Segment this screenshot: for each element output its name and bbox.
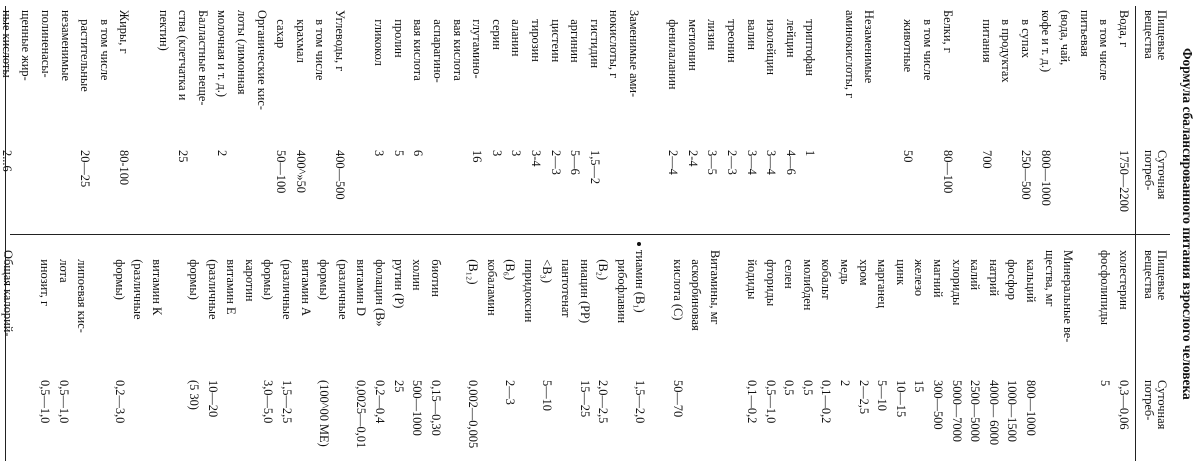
right-substance-name: селен [782,250,797,289]
left-substance-name: Заменимые ами- [627,10,641,98]
bullet-marker [637,242,641,246]
right-substance-name: (различные [280,250,294,320]
right-substance-name: аскорбиновая [689,250,704,331]
right-substance-name: холин [410,250,425,291]
right-substance-name: хром [856,250,871,286]
left-substance-name: цистеин [548,10,563,63]
right-daily-need-value: 0,5—1,0 [763,380,778,424]
left-substance-name: Белки, г [940,10,955,53]
left-substance-name: аспарагино- [431,10,445,83]
right-substance-name: магний [931,250,945,298]
right-daily-need-value: 0,0025—0,01 [354,380,369,449]
right-substance-name: (различные [205,250,220,320]
left-substance-name: (вода, чай, [1058,10,1073,66]
left-substance-name: изолейцин [764,10,779,75]
left-daily-need-value: 400—500 [333,150,347,200]
right-daily-need-value: 0,2—0,4 [373,380,387,424]
right-daily-need-value: 0,15—0,30 [428,380,443,436]
left-substance-name: триптофан [803,10,818,76]
left-substance-name: нокислоты, г [607,10,622,79]
left-substance-name: Углеводы, г [333,10,347,72]
right-daily-need-value: 1000—1500 [1005,380,1020,442]
right-daily-need-value: 10—15 [893,380,908,418]
left-daily-need-value: 80-100 [117,150,132,186]
right-substance-name: железо [912,250,927,297]
right-daily-need-value: 5—10 [540,380,555,411]
right-daily-need-value: 3,0—5,0 [261,380,276,424]
right-substance-name: натрий [986,250,1001,297]
header-left-need: Суточная потреб- [1142,150,1169,200]
left-daily-need-value: 5 [391,150,406,157]
right-daily-need-value: 0,5—1,0 [38,380,53,424]
right-substance-name: фолацин (В» [373,250,387,327]
right-substance-name: витамин К [149,250,164,316]
right-substance-name: витамин Е [224,250,239,315]
left-substance-name: сахар [274,10,289,49]
right-daily-need-value: 800—1000 [1024,380,1038,436]
left-substance-name: серин [489,10,504,50]
left-substance-name: гистидин [587,10,602,69]
right-daily-need-value: 0,2—3,0 [112,380,127,424]
left-daily-need-value: 1750—2200 [1117,150,1131,212]
left-substance-name: ные кислоты [0,10,14,78]
header-rule [1135,6,1136,461]
right-substance-name: молибден [800,250,815,311]
right-substance-name: медь [838,250,852,285]
right-daily-need-value: 15—25 [577,380,592,418]
left-substance-name: крахмал [293,10,308,63]
right-substance-name: (В₆) [503,250,518,281]
header-left-substance: Пищевые вещества [1142,10,1169,61]
left-daily-need-value: 80—100 [940,150,955,194]
right-daily-need-value: 2—2,5 [856,380,871,415]
left-substance-name: в том числе [1097,10,1112,81]
header-right-need: Суточная потреб- [1142,380,1169,430]
left-substance-name: в том числе [97,10,112,81]
left-substance-name: лейцин [783,10,798,58]
right-substance-name: кобаламин [484,250,499,316]
right-substance-name: кальций [1024,250,1038,303]
right-daily-need-value: 300—500 [931,380,945,430]
right-daily-need-value: (100^00 МЕ) [317,380,332,447]
right-daily-need-value: 10—20 [205,380,220,418]
right-daily-need-value: (5 30) [187,380,201,410]
right-daily-need-value: 5—10 [875,380,890,411]
right-daily-need-value: 0,3—0,06 [1117,380,1131,430]
right-substance-name: цинк [893,250,908,286]
left-daily-need-value: 16 [470,150,485,163]
right-substance-name: фториды [763,250,778,307]
right-daily-need-value: 500—1000 [410,380,425,436]
right-daily-need-value: 0,1—0,2 [819,380,834,424]
right-substance-name: Витамины, мг [707,250,722,325]
left-substance-name: в том числе [313,10,328,81]
left-substance-name: Незаменимые [862,10,877,84]
left-daily-need-value: 3 [372,150,387,157]
left-substance-name: питьевая [1077,10,1092,57]
right-substance-name: лота [56,250,71,283]
left-daily-need-value: 20—25 [78,150,93,188]
right-substance-name: калий [968,250,983,291]
left-daily-need-value: 1 [803,150,818,157]
left-daily-need-value: 400^»50 [293,150,308,193]
left-substance-name: аргинин [568,10,583,63]
right-substance-name: инозит, г [38,250,53,307]
right-substance-name: марганец [875,250,890,309]
left-substance-name: тирозин [529,10,543,62]
left-substance-name: глутамино- [470,10,485,79]
right-daily-need-value: 25 [391,380,406,393]
left-substance-name: пектин) [156,10,171,51]
right-daily-need-value: 2,0—2,5 [596,380,611,424]
left-substance-name: фенилаланин [666,10,681,90]
left-daily-need-value: 2...6 [0,150,14,172]
left-daily-need-value: 700 [979,150,994,169]
right-substance-name: тиамин (В₁) [633,250,648,313]
left-substance-name: Жиры, г [117,10,132,54]
left-substance-name: лоты (лимонная [235,10,249,95]
left-substance-name: лизин [705,10,720,51]
left-daily-need-value: 2 [215,150,230,157]
right-daily-need-value: 0,1—0,2 [745,380,759,424]
right-daily-need-value: 50—70 [670,380,685,418]
right-substance-name: йодиды [745,250,759,300]
right-daily-need-value: 0,5—1,0 [56,380,71,424]
right-daily-need-value: 5 [1098,380,1113,387]
right-daily-need-value: 5000—7000 [949,380,964,442]
left-daily-need-value: 3 [489,150,504,157]
left-daily-need-value: 2—4 [666,150,681,175]
right-substance-name: формы) [317,250,332,300]
right-substance-name: каротин [242,250,257,302]
left-daily-need-value: 3 [509,150,524,157]
left-substance-name: Вода, г [1117,10,1131,48]
left-daily-need-value: 50 [901,150,916,163]
left-substance-name: треонин [725,10,739,63]
left-substance-name: аминокислоты, г [842,10,857,99]
right-substance-name: щества, мг [1042,250,1057,307]
right-substance-name: липоевая кис- [75,250,90,333]
right-substance-name: (различные [131,250,146,320]
right-substance-name: Общая калорий- [1,250,15,337]
left-daily-need-value: 25 [176,150,191,163]
right-substance-name: витамин А [298,250,313,316]
left-daily-need-value: 6 [411,150,426,157]
left-substance-name: вая кислота [450,10,465,81]
left-daily-need-value: 4—6 [783,150,798,175]
left-substance-name: метионин [685,10,700,71]
right-daily-need-value: 2—3 [503,380,518,405]
left-substance-name: аланин [509,10,524,57]
right-substance-name: (различные [335,250,350,320]
left-substance-name: Балластные веще- [195,10,210,106]
left-substance-name: животные [901,10,916,73]
left-substance-name: незаменимые [58,10,73,81]
right-daily-need-value: 2500—5000 [968,380,983,442]
left-daily-need-value: 50—100 [274,150,289,194]
left-substance-name: в супах [1019,10,1033,59]
right-daily-need-value: 1,5—2,0 [633,380,648,424]
left-daily-need-value: 3-4 [529,150,543,167]
right-substance-name: рибофлавин [614,250,629,324]
right-substance-name: рутин (Р) [391,250,406,309]
right-daily-need-value: 2 [838,380,852,387]
left-substance-name: ства (клетчатка и [176,10,191,101]
right-daily-need-value: 0,5 [782,380,797,396]
right-substance-name: (В₂) [596,250,611,281]
right-substance-name: <В₃) [540,250,555,283]
right-substance-name: ниацин (РР) [577,250,592,324]
right-substance-name: формы) [261,250,276,300]
middle-divider [10,234,1170,235]
right-daily-need-value: 15 [912,380,927,393]
left-substance-name: в том числе [921,10,935,81]
right-substance-name: пантотенат [559,250,573,318]
left-daily-need-value: 250—500 [1019,150,1033,200]
right-daily-need-value: 4000— 6000 [986,380,1001,446]
right-substance-name: кобальт [819,250,834,300]
left-substance-name: гликокол [372,10,387,66]
left-daily-need-value: 2—3 [725,150,739,175]
left-substance-name: валин [744,10,759,51]
left-substance-name: в продуктах [999,10,1014,83]
left-substance-name: растительные [78,10,93,92]
right-daily-need-value: 1,5—2,5 [280,380,294,424]
left-substance-name: вая кислота [411,10,426,81]
right-substance-name: хлориды [949,250,964,306]
right-substance-name: Минеральные ве- [1061,250,1076,343]
left-substance-name: полиненасы- [39,10,53,78]
right-daily-need-value: 0,5 [800,380,815,396]
right-substance-name: формы) [187,250,201,300]
left-substance-name: питания [979,10,994,63]
left-daily-need-value: 5—6 [568,150,583,175]
right-substance-name: витамин D [354,250,369,316]
right-substance-name: кислота (С) [670,250,685,321]
left-daily-need-value: 3—5 [705,150,720,175]
left-daily-need-value: 3—4 [744,150,759,175]
header-right-substance: Пищевые вещества [1142,250,1169,301]
right-substance-name: холестерин [1117,250,1131,310]
left-daily-need-value: 3—4 [764,150,779,175]
right-substance-name: биотин [428,250,443,297]
left-substance-name: пролин [391,10,406,58]
left-substance-name: щенные жир- [19,10,34,81]
left-substance-name: кофе и т. д.) [1038,10,1053,73]
right-substance-name: пиридоксин [521,250,536,323]
document-title: Формула сбалансированного питания взрослого человека [1180,48,1195,400]
left-substance-name: Органические кис- [254,10,269,111]
left-daily-need-value: 1,5—2 [587,150,602,185]
left-daily-need-value: 800—1000 [1038,150,1053,206]
left-substance-name: молочная и т. д.) [215,10,230,98]
right-daily-need-value: 0,002—0,005 [466,380,480,449]
left-daily-need-value: 2-4 [685,150,700,167]
right-substance-name: формы) [112,250,127,300]
left-daily-need-value: 2—3 [548,150,563,175]
right-substance-name: (В₁₂) [466,250,480,285]
right-substance-name: фосфолипиды [1098,250,1113,325]
right-substance-name: фосфор [1005,250,1020,300]
